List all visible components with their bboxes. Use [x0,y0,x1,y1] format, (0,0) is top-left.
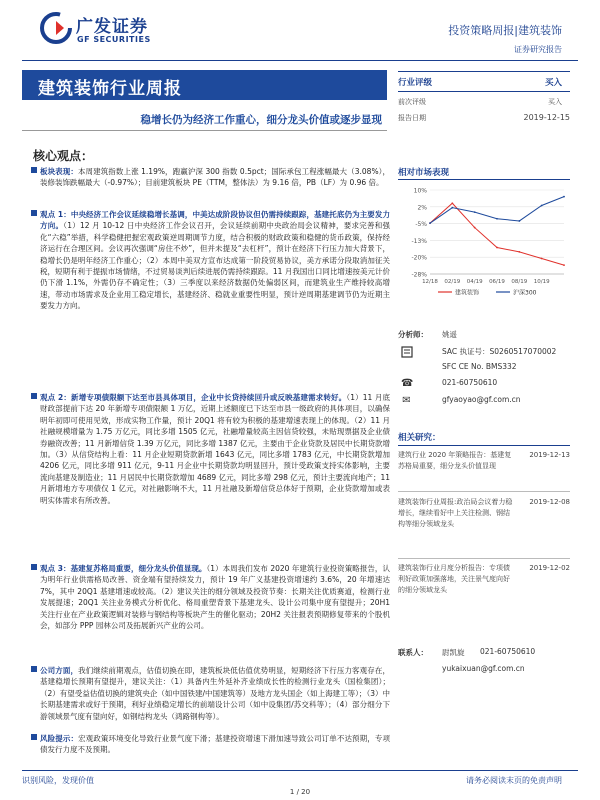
prev-rating-row [398,97,570,107]
related-heading: 相关研究： [398,433,441,443]
x-tick-label: 04/19 [466,279,483,285]
gf-logo-icon [40,12,72,44]
paragraph-lead: 观点 1：中央经济工作会议延续稳增长基调，中美达成阶段协议但仍需持续跟踪，基建托底仍为主要发力方向。 [40,210,390,231]
analyst-sac: SAC 执证号：S0260517070002 [442,347,557,356]
paragraph-text: （1）11 月底财政部提前下达 20 年新增专项债限额 1 万亿，近期上述额度已下达至市县一级政府的具体项目，以确保明年初即可使用见效，形成实物工作量，预计 20Q1 将有较为积极的基建增速表现上的体现。（2）11 月社融规模增量为 1.75 万亿元，同比多增 1505 亿元，社融增量较高主因信贷较强，未贴现票据及企业债券融资改善；11 月新增信贷 1.39 万亿元，同比多增 1387 亿元，主要由于企业贷款及居民中长期贷款增加。（3）从信贷结构上看：11 月企业短期贷款新增 1643 亿元，同比多增 1783 亿元，中长期贷款增加 4206 亿元，同比多增 911 亿元，9-11 月企业中长期贷款均明显回升，预计受政策支持实体影响，主要流向基建及制造业；11 月居民中长期贷款增加 4689 亿元，同比多增 298 亿元，预计主要流向地产；11 月新增地方专项债仅 1 亿元，对社融影响不大，11 月社融及新增信贷总体好于预期，企业贷款增加或表明实体需求有所改善。 [40,393,391,505]
series-line-1 [430,203,564,265]
bullet-icon [31,210,37,216]
x-tick-label: 12/18 [422,279,438,285]
contact-email[interactable]: yukaixuan@gf.com.cn [442,664,525,673]
brand-name: 广发证券 [76,17,148,37]
related-item[interactable] [398,450,570,472]
legend-label: 沪深300 [513,289,537,297]
data-point [518,251,520,253]
related-item-title: 建筑行业 2020 年策略报告：基建复苏格局重要，细分龙头价值显现 [398,451,512,470]
report-type: 投资策略周报|建筑装饰 [448,24,562,37]
footer-divider [22,770,578,771]
related-rule [398,445,570,446]
section-heading: 核心观点： [33,149,94,163]
related-item-date: 2019-12-02 [529,564,570,572]
page-subtitle: 稳增长仍为经济工作重心，细分龙头价值或逐步显现 [140,114,382,126]
paragraph-lead: 观点 2：新增专项债限额下达至市县具体项目，企业中长贷持续回升或反映基建需求转好。 [40,393,347,402]
related-item[interactable] [398,563,570,596]
paragraph-view-2 [40,392,390,506]
chart-rule [398,179,570,180]
paragraph-view-3 [40,563,390,631]
rating-mid-rule [398,91,570,92]
y-tick-label: -28% [411,271,427,279]
footer-slogan: 识别风险，发现价值 [22,776,94,785]
bullet-icon [31,393,37,399]
page-number: 1 / 20 [289,788,311,796]
paragraph-view-1 [40,209,390,312]
contact-phone: 021-60750610 [480,647,536,656]
related-item-title: 建筑装饰行业月度分析报告：专项债利好政策加强落地，关注景气度向好的细分领域龙头 [398,564,510,594]
prev-rating-value: 买入 [548,98,562,106]
paragraph-lead: 板块表现： [40,167,78,176]
header-divider [22,60,578,61]
report-date-value: 2019-12-15 [523,113,570,122]
data-point [451,202,453,204]
bullet-icon [31,167,37,173]
chart-title: 相对市场表现 [398,168,450,178]
analyst-phone: 021-60750610 [442,378,498,387]
x-tick-label: 10/19 [533,279,550,285]
data-point [451,207,453,209]
data-point [541,258,543,260]
related-item-date: 2019-12-08 [529,498,570,506]
page-title: 建筑装饰行业周报 [38,79,182,99]
related-divider [398,491,570,492]
y-tick-label: 10% [413,187,427,195]
paragraph-lead: 公司方面， [40,666,79,675]
analyst-email[interactable]: gfyaoyao@gf.com.cn [442,395,521,404]
related-item-title: 建筑装饰行业周报:政治局会议着力稳增长，继续看好中上关注检测、钢结构等细分领域龙头 [398,498,513,528]
paragraph-text: （1）本周我们发布 2020 年建筑行业投资策略报告，认为明年行业供需格局改善、资金端有望持续发力，预计 19 年广义基建投资增速约 3.6%，20 年增速达 7%，其中 20Q1 基建增速或较高。（2）建议关注的细分领域及投资节奏：长期关注优质赛道，检测行业发展提速；20Q1 关注业务模式分析优化、格局重塑背景下基建龙头、设计公司集中度有望提升；20H1 关注行业在产业政策逻辑对装修与钢结构等板块产生的催化驱动；20H2 关注报表预期修复带来的个股机会，如部分 PPP 园林公司及拓展新兴产业的公司。 [40,564,390,631]
x-tick-label: 02/19 [444,279,461,285]
report-subtype: 证券研究报告 [514,45,562,54]
contact-label: 联系人： [398,648,428,657]
paragraph-risk [40,733,390,756]
data-point [496,247,498,249]
brand-name-en: GF SECURITIES [77,35,151,44]
contact-name: 尉凯旋 [442,648,465,657]
data-point [541,205,543,207]
phone-icon: ☎ [401,378,414,389]
footer-disclaimer: 请务必阅读末页的免责声明 [466,776,562,785]
bullet-icon [31,734,37,740]
analyst-name: 姚遥 [442,330,457,339]
data-point [474,227,476,229]
data-point [563,264,565,266]
email-icon: ✉ [402,395,411,406]
paragraph-companies [40,665,390,722]
data-point [518,220,520,222]
analyst-label: 分析师： [398,330,428,339]
subtitle-divider [22,130,387,131]
rating-label: 行业评级 [398,78,433,88]
rating-value: 买入 [544,78,562,88]
report-date-row [398,113,570,123]
paragraph-text: 宏观政策环境变化导致行业景气度下滑；基建投资增速下滑加速导致公司订单不达预期，专项债发行力度不及预期。 [40,734,391,755]
rating-heading [398,76,570,88]
paragraph-text: 我们继续前期观点，估值切换在即，建筑板块低估值优势明显，短期经济下行压力客观存在，基建稳增长预期有望提升，建议关注：（1）具备内生外延补齐业绩成长性的检测行业龙头（国检集团）；（2）有望受益估值切换的建筑央企（如中国铁建/中国建筑等）及地方龙头国企（如上海建工等）；（3）中长期基建需求或好于预期，利好业绩稳定增长的前端设计公司（如中设集团/苏交科等）；（4）部分细分下游领域景气度有望向好，如钢结构龙头（鸿路钢构等）。 [40,666,391,721]
y-tick-label: -20% [411,254,427,262]
related-divider [398,558,570,559]
paragraph-text: （1）12 月 10-12 日中央经济工作会议召开，会议延续前期中央政治局会议精神，要求完善和强化“六稳”举措，科学稳健把握宏观政策逆周期调节力度，结合积极的财政政策和稳健的货币政策，保持经济运行在合理区间。会议再次强调“房住不炒”，但并未提及“去杠杆”，预计在经济下行压力加大背景下，稳增长仍是明年经济工作重心；（2）本周中美双方宣布达成第一阶段贸易协议，美方承诺分段取消加征关税，短期有利于提振市场情绪，不过贸易谈判后续进展仍需持续跟踪。11 月我国出口同比增速按美元计价仍下滑 1.1%，外需仍存不确定性；（3）三季度以来经济数据仍处偏弱区间，而建筑业生产维持较高增速，带动市场需求及企业用工稳定增长，基建经济、稳就业重要性明显，预计逆周期基建调节仍为近期主要发力方向。 [40,221,390,311]
data-point [563,196,565,198]
certificate-icon [401,346,413,358]
bullet-icon [31,666,37,672]
paragraph-market [40,166,390,189]
y-tick-label: 2% [417,204,427,212]
bullet-icon [31,564,37,570]
rating-top-rule [398,71,570,72]
x-tick-label: 08/19 [511,279,528,285]
data-point [496,218,498,220]
y-tick-label: -5% [415,221,427,229]
related-item-date: 2019-12-13 [529,451,570,459]
report-date-label: 报告日期 [398,114,426,122]
related-item[interactable] [398,497,570,530]
prev-rating-label: 前次评级 [398,98,426,106]
relative-performance-chart [398,182,570,300]
analyst-sfc: SFC CE No. BMS332 [442,362,517,371]
paragraph-text: 本周建筑指数上涨 1.19%，跑赢沪深 300 指数 0.5pct；国际承包工程涨幅最大（3.08%），装修装饰跌幅最大（-0.97%）；目前建筑板块 PE（TTM，整体法）为 9.16 倍，PB（LF）为 0.96 倍。 [40,167,390,188]
y-tick-label: -13% [411,237,427,245]
paragraph-lead: 风险提示： [40,734,79,743]
data-point [429,222,431,224]
data-point [474,211,476,213]
paragraph-lead: 观点 3：基建复苏格局重要，细分龙头价值显现。 [40,564,207,573]
x-tick-label: 06/19 [489,279,505,285]
legend-label: 建筑装饰 [455,289,480,297]
